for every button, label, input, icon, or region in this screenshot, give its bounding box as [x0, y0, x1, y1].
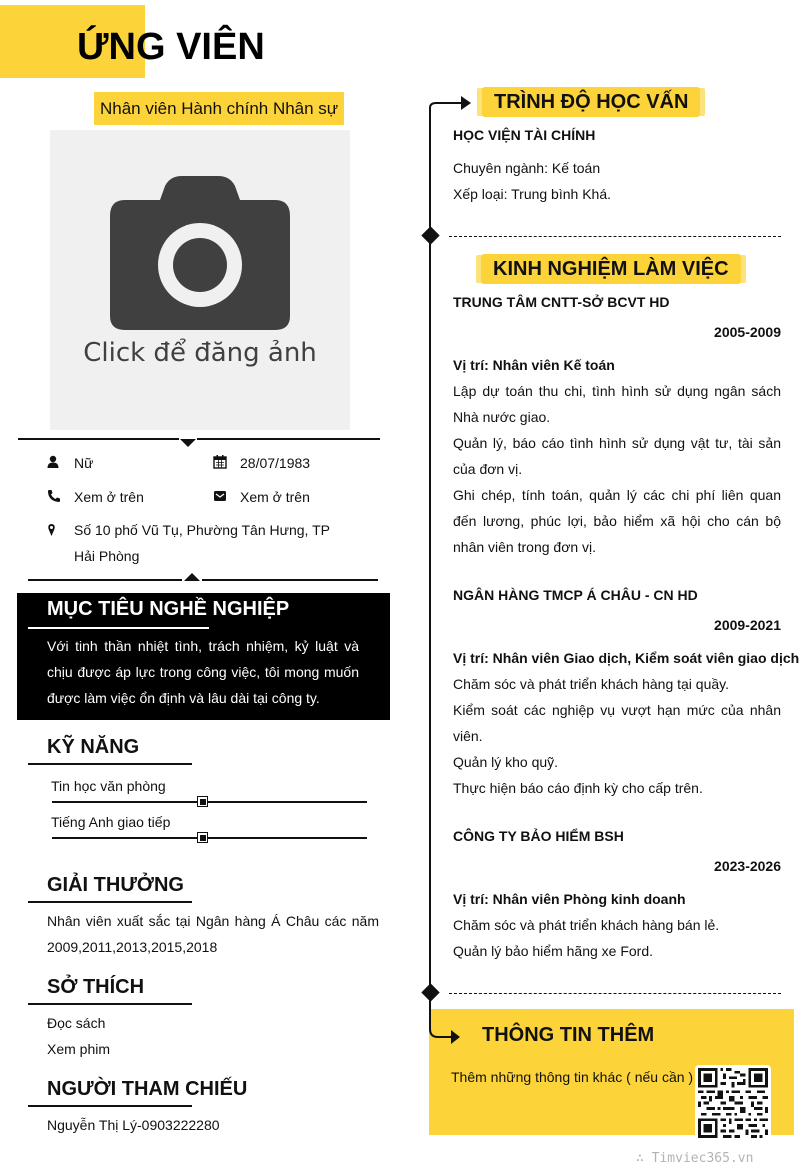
- job-line: Thực hiện báo cáo định kỳ cho cấp trên.: [453, 780, 703, 796]
- qr-code: [695, 1065, 771, 1141]
- skill-slider-knob[interactable]: [197, 796, 208, 807]
- job-line: Quản lý, báo cáo tình hình sử dụng vật tư, tài sản của đơn vị.: [453, 435, 781, 477]
- education-school: HỌC VIỆN TÀI CHÍNH: [453, 127, 596, 143]
- awards-underline: [28, 901, 192, 903]
- job-line: Chăm sóc và phát triển khách hàng tại quầy.: [453, 676, 730, 692]
- objective-text: Với tinh thần nhiệt tình, trách nhiệm, kỷ luật và chịu được áp lực trong công việc, tôi mong muốn được làm việc ổn định và lâu dài tại công ty.: [47, 638, 359, 706]
- job-position: Vị trí: Nhân viên Kế toán: [453, 357, 615, 373]
- reference-item: Nguyễn Thị Lý-0903222280: [47, 1117, 220, 1133]
- envelope-icon: [213, 489, 227, 503]
- job-line: Chăm sóc và phát triển khách hàng bán lẻ.: [453, 917, 720, 933]
- job-position: Vị trí: Nhân viên Giao dịch, Kiểm soát viên giao dịch: [453, 650, 800, 666]
- objective-section: [17, 593, 390, 720]
- job-position: Vị trí: Nhân viên Phòng kinh doanh: [453, 891, 686, 907]
- experience-title: KINH NGHIỆM LÀM VIỆC: [481, 254, 741, 284]
- skill-name: Tiếng Anh giao tiếp: [51, 814, 171, 830]
- more-info-text[interactable]: Thêm những thông tin khác ( nếu cần ): [451, 1069, 694, 1085]
- section-separator: [449, 236, 781, 237]
- page-title: ỨNG VIÊN: [77, 26, 265, 68]
- objective-title: MỤC TIÊU NGHỀ NGHIỆP: [47, 598, 290, 620]
- job-org: NGÂN HÀNG TMCP Á CHÂU - CN HD: [453, 587, 698, 603]
- objective-underline: [28, 627, 209, 629]
- photo-upload-label: Click để đăng ảnh: [83, 338, 317, 368]
- job-title[interactable]: Nhân viên Hành chính Nhân sự: [94, 92, 344, 125]
- timeline-node: [421, 226, 439, 244]
- hobbies-title: SỞ THÍCH: [47, 976, 145, 998]
- phone-icon: [47, 489, 61, 503]
- job-line: Ghi chép, tính toán, quản lý các chi phí liên quan đến lương, phúc lợi, bảo hiểm xã hội cho cán bộ nhân viên trong đơn vị.: [453, 487, 781, 555]
- email-value: Xem ở trên: [240, 489, 310, 505]
- arrow-right-icon: [428, 1005, 464, 1047]
- timeline-line: [429, 112, 431, 1009]
- qr-code-icon: [698, 1068, 768, 1138]
- awards-line-2: 2009,2011,2013,2015,2018: [47, 939, 218, 955]
- divider: [28, 579, 378, 581]
- watermark: ∴ Timviec365.vn: [636, 1151, 754, 1166]
- skill-slider-knob[interactable]: [197, 832, 208, 843]
- section-separator: [449, 993, 781, 994]
- skill-slider-track[interactable]: [52, 837, 367, 839]
- divider: [18, 438, 380, 440]
- hobby-item: Đọc sách: [47, 1015, 106, 1031]
- job-org: TRUNG TÂM CNTT-SỞ BCVT HD: [453, 294, 670, 310]
- divider-arrow: [184, 573, 200, 581]
- skills-underline: [28, 763, 192, 765]
- photo-upload[interactable]: [50, 130, 350, 430]
- address-line-1: Số 10 phố Vũ Tụ, Phường Tân Hưng, TP: [74, 522, 330, 538]
- job-line: Quản lý kho quỹ.: [453, 754, 559, 770]
- skills-title: KỸ NĂNG: [47, 736, 140, 758]
- gender-value: Nữ: [74, 455, 94, 471]
- job-org: CÔNG TY BẢO HIỂM BSH: [453, 828, 624, 844]
- divider-arrow: [180, 439, 196, 447]
- phone-value: Xem ở trên: [74, 489, 144, 505]
- job-years: 2023-2026: [714, 858, 781, 874]
- map-marker-icon: [47, 523, 61, 537]
- job-line: Quản lý bảo hiểm hãng xe Ford.: [453, 943, 654, 959]
- job-years: 2005-2009: [714, 324, 781, 340]
- camera-icon: [110, 174, 290, 334]
- awards-title: GIẢI THƯỞNG: [47, 874, 184, 896]
- hobbies-underline: [28, 1003, 192, 1005]
- more-info-title: THÔNG TIN THÊM: [482, 1024, 655, 1046]
- calendar-icon: [213, 455, 227, 469]
- skill-name: Tin học văn phòng: [51, 778, 166, 794]
- user-icon: [47, 455, 61, 469]
- timeline-node: [421, 983, 439, 1001]
- arrow-right-icon: [428, 94, 474, 116]
- birthday-value: 28/07/1983: [240, 455, 311, 471]
- job-line: Kiểm soát các nghiệp vụ vượt hạn mức của nhân viên.: [453, 702, 781, 744]
- job-line: Lập dự toán thu chi, tình hình sử dụng ngân sách Nhà nước giao.: [453, 383, 781, 425]
- job-years: 2009-2021: [714, 617, 781, 633]
- education-grade: Xếp loại: Trung bình Khá.: [453, 186, 611, 202]
- address-line-2: Hải Phòng: [74, 548, 140, 564]
- hobby-item: Xem phim: [47, 1041, 111, 1057]
- references-title: NGƯỜI THAM CHIẾU: [47, 1078, 248, 1100]
- education-title: TRÌNH ĐỘ HỌC VẤN: [482, 87, 700, 117]
- skill-slider-track[interactable]: [52, 801, 367, 803]
- awards-line-1: Nhân viên xuất sắc tại Ngân hàng Á Châu các năm: [47, 913, 379, 929]
- references-underline: [28, 1105, 192, 1107]
- education-major: Chuyên ngành: Kế toán: [453, 160, 601, 176]
